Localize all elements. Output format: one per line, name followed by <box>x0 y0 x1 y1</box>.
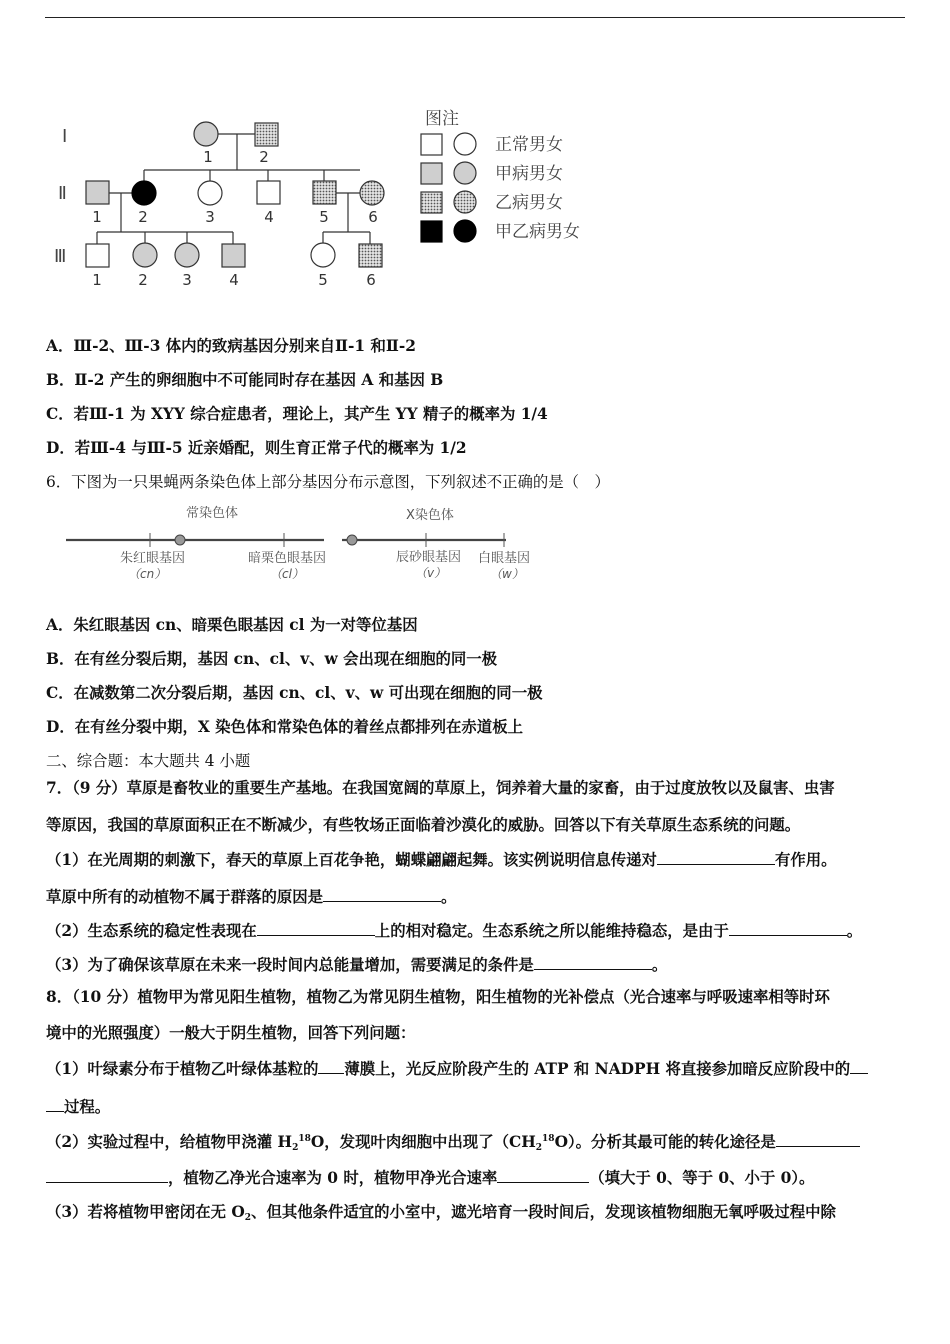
gene-w-name: 白眼基因 <box>478 551 531 566</box>
pedigree-II-3 <box>198 181 222 205</box>
pedigree-chart <box>40 100 620 300</box>
q8-line-3 <box>46 1057 868 1079</box>
num-I-2: 2 <box>259 148 269 166</box>
num-II-1: 1 <box>92 208 102 226</box>
q7-blank-1[interactable] <box>657 848 775 865</box>
q7-l4-text: 草原中所有的动植物不属于群落的原因是 <box>46 888 324 906</box>
legend-normal-label: 正常男女 <box>495 135 563 155</box>
num-I-1: 1 <box>203 148 213 166</box>
pedigree-III-1 <box>86 244 109 267</box>
num-III-3: 3 <box>182 271 192 289</box>
legend-yi-male <box>421 192 442 213</box>
x-chrom-label: X染色体 <box>406 508 454 523</box>
num-II-4: 4 <box>264 208 274 226</box>
q5-option-a: A．Ⅲ-2、Ⅲ-3 体内的致病基因分别来自Ⅱ-1 和Ⅱ-2 <box>46 337 416 355</box>
q7-l5-tail: 。 <box>846 922 863 940</box>
q7-l5-text: （2）生态系统的稳定性表现在 <box>46 922 257 940</box>
gen-label-3: Ⅲ <box>54 246 67 267</box>
q8-l5-d: O，发现叶肉细胞中出现了（CH <box>310 1133 536 1151</box>
q5-option-d: D．若Ⅲ-4 与Ⅲ-5 近亲婚配，则生育正常子代的概率为 1/2 <box>46 439 467 457</box>
q7-line-5 <box>46 919 862 941</box>
legend-yi-female <box>454 191 476 213</box>
q7-l3-text: （1）在光周期的刺激下，春天的草原上百花争艳，蝴蝶翩翩起舞。该实例说明信息传递对 <box>46 851 657 869</box>
q8-l5-sup-18: 18 <box>298 1134 311 1144</box>
q7-l5-mid: 上的相对稳定。生态系统之所以能维持稳态，是由于 <box>374 922 729 940</box>
q8-line-5 <box>46 1129 860 1158</box>
pedigree-III-4 <box>222 244 245 267</box>
pedigree-II-2 <box>132 181 156 205</box>
pedigree-III-6 <box>359 244 382 267</box>
q5-option-b: B．Ⅱ-2 产生的卵细胞中不可能同时存在基因 A 和基因 B <box>46 371 444 389</box>
q7-line-4 <box>46 885 456 907</box>
q7-line-3 <box>46 848 837 870</box>
q8-l7-a: （3）若将植物甲密闭在无 O <box>46 1203 245 1221</box>
q5-option-c: C．若Ⅲ-1 为 XYY 综合症患者，理论上，其产生 YY 精子的概率为 1/4 <box>46 405 548 423</box>
q8-blank-3[interactable] <box>776 1130 860 1147</box>
num-III-2: 2 <box>138 271 148 289</box>
q7-blank-5[interactable] <box>534 953 652 970</box>
autosome-centromere <box>175 535 185 545</box>
q7-l6-tail: 。 <box>651 956 668 974</box>
pedigree-III-3 <box>175 243 199 267</box>
pedigree-II-6 <box>360 181 384 205</box>
q7-l6-text: （3）为了确保该草原在未来一段时间内总能量增加，需要满足的条件是 <box>46 956 534 974</box>
num-II-5: 5 <box>319 208 329 226</box>
legend-jia-male <box>421 163 442 184</box>
num-II-2: 2 <box>138 208 148 226</box>
q8-l7-sub: 2 <box>244 1213 252 1223</box>
q8-line-2: 境中的光照强度）一般大于阴生植物，回答下列问题： <box>46 1024 416 1042</box>
pedigree-I-2 <box>255 123 278 146</box>
q7-line-1: 7．（9 分）草原是畜牧业的重要生产基地。在我国宽阔的草原上，饲养着大量的家畜，由于过度放牧以及鼠害、虫害 <box>46 779 835 797</box>
legend-both-female <box>454 220 476 242</box>
q7-blank-4[interactable] <box>729 919 847 936</box>
q7-blank-2[interactable] <box>323 885 441 902</box>
gen-label-2: Ⅱ <box>58 183 67 204</box>
gene-cn-symbol: （cn） <box>128 567 167 581</box>
q8-line-6 <box>46 1166 814 1188</box>
q6-option-b: B．在有丝分裂后期，基因 cn、cl、v、w 会出现在细胞的同一极 <box>46 650 498 668</box>
num-III-5: 5 <box>318 271 328 289</box>
gene-v-symbol: （v） <box>415 566 447 580</box>
autosome-label: 常染色体 <box>186 506 239 521</box>
legend-jia-female <box>454 162 476 184</box>
legend-title: 图注 <box>425 109 459 129</box>
pedigree-II-5 <box>313 181 336 204</box>
num-III-4: 4 <box>229 271 239 289</box>
gene-cl-name: 暗栗色眼基因 <box>248 551 327 566</box>
section-heading: 二、综合题：本大题共 4 小题 <box>46 752 251 770</box>
x-centromere <box>347 535 357 545</box>
q8-l6-text: ，植物乙净光合速率为 0 时，植物甲净光合速率 <box>168 1169 498 1187</box>
q8-l5-sub-2b: 2 <box>535 1143 543 1153</box>
q8-l5-sup-18b: 18 <box>542 1134 555 1144</box>
legend-normal-male <box>421 134 442 155</box>
q8-line-1: 8．（10 分）植物甲为常见阳生植物，植物乙为常见阴生植物，阳生植物的光补偿点（光合速率与呼吸速率相等时环 <box>46 988 830 1006</box>
pedigree-III-5 <box>311 243 335 267</box>
q6-option-c: C．在减数第二次分裂后期，基因 cn、cl、v、w 可出现在细胞的同一极 <box>46 684 543 702</box>
gene-w-symbol: （w） <box>490 567 524 581</box>
q8-blank-3-cont[interactable] <box>46 1166 168 1183</box>
q8-line-4 <box>46 1095 110 1117</box>
q8-l3-text: （1）叶绿素分布于植物乙叶绿体基粒的 <box>46 1060 319 1078</box>
q7-blank-3[interactable] <box>257 919 375 936</box>
q7-l3-tail: 有作用。 <box>774 851 837 869</box>
q8-l5-a: （2）实验过程中，给植物甲浇灌 H <box>46 1133 293 1151</box>
q8-line-7 <box>46 1202 836 1228</box>
q8-l5-sub-2: 2 <box>292 1143 299 1153</box>
chromosome-diagram <box>60 500 540 590</box>
q8-l6-tail: （填大于 0、等于 0、小于 0）。 <box>589 1169 815 1187</box>
q8-l5-g: O）。分析其最可能的转化途径是 <box>554 1133 776 1151</box>
pedigree-I-1 <box>194 122 218 146</box>
num-III-1: 1 <box>92 271 102 289</box>
pedigree-II-4 <box>257 181 280 204</box>
q8-l4-text: 过程。 <box>64 1098 111 1116</box>
q6-option-a: A．朱红眼基因 cn、暗栗色眼基因 cl 为一对等位基因 <box>46 616 418 634</box>
gen-label-1: Ⅰ <box>62 126 68 147</box>
q8-blank-4[interactable] <box>497 1166 589 1183</box>
q8-l7-c: 、但其他条件适宜的小室中，遮光培育一段时间后，发现该植物细胞无氧呼吸过程中除 <box>251 1203 836 1221</box>
legend-jia-label: 甲病男女 <box>495 164 563 184</box>
legend-yi-label: 乙病男女 <box>495 193 563 213</box>
gene-v-name: 辰砂眼基因 <box>396 550 462 565</box>
q6-option-d: D．在有丝分裂中期，X 染色体和常染色体的着丝点都排列在赤道板上 <box>46 718 523 736</box>
q7-l4-tail: 。 <box>441 888 457 906</box>
q8-l3-mid: 薄膜上，光反应阶段产生的 ATP 和 NADPH 将直接参加暗反应阶段中的 <box>344 1060 851 1078</box>
legend-both-male <box>421 221 442 242</box>
header-rule <box>45 17 905 18</box>
q8-blank-1[interactable] <box>318 1057 344 1074</box>
gene-cl-symbol: （cl） <box>270 567 304 581</box>
q6-stem: 6．下图为一只果蝇两条染色体上部分基因分布示意图，下列叙述不正确的是（ ） <box>46 473 610 491</box>
pedigree-II-1 <box>86 181 109 204</box>
pedigree-III-2 <box>133 243 157 267</box>
gene-cn-name: 朱红眼基因 <box>120 551 186 566</box>
num-III-6: 6 <box>366 271 376 289</box>
q8-blank-2[interactable] <box>850 1057 868 1074</box>
legend-normal-female <box>454 133 476 155</box>
legend-both-label: 甲乙病男女 <box>495 222 580 242</box>
num-II-3: 3 <box>205 208 215 226</box>
q7-line-2: 等原因，我国的草原面积正在不断减少，有些牧场正面临着沙漠化的威胁。回答以下有关草原生态系统的问题。 <box>46 816 801 834</box>
q8-blank-2-cont[interactable] <box>46 1095 64 1112</box>
num-II-6: 6 <box>368 208 378 226</box>
q7-line-6 <box>46 953 667 975</box>
